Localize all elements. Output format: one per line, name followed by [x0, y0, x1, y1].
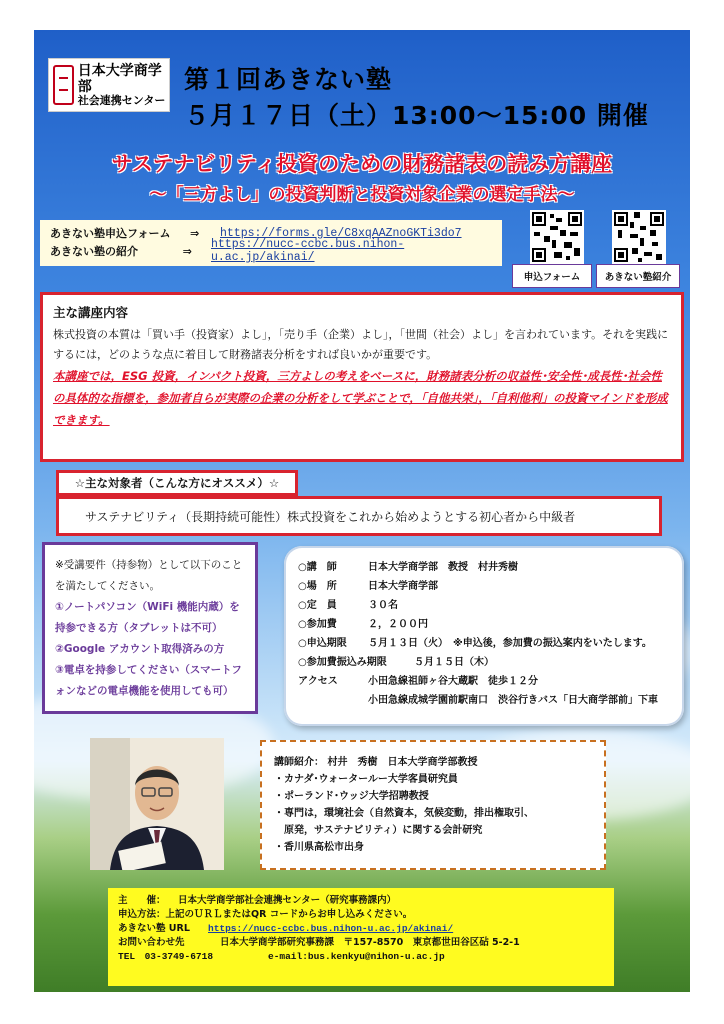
poster — [34, 30, 690, 992]
event-info-box — [284, 546, 684, 726]
info-deadline: ○申込期限 ５月１３日（火） ※申込後，参加費の振込案内をいたします。 — [298, 638, 652, 649]
footer-link[interactable]: https://nucc-ccbc.bus.nihon-u.ac.jp/akinai/ — [208, 923, 454, 934]
target-audience: サステナビリティ（長期持続可能性）株式投資をこれから始めようとする初心者から中級者 — [56, 496, 662, 536]
link-label: あきない塾の紹介 — [50, 245, 138, 258]
info-lecturer: ○講 師 日本大学商学部 教授 村井秀樹 — [298, 562, 518, 573]
info-access: アクセス 小田急線祖師ヶ谷大蔵駅 徒歩１２分 — [298, 676, 538, 687]
requirement-item: ②Google アカウント取得済みの方 — [55, 643, 225, 655]
course-subtitle: ～「三方よし」の投資判断と投資対象企業の選定手法～ — [149, 185, 575, 205]
links-box — [40, 220, 502, 266]
qr-code-intro-icon[interactable] — [612, 210, 666, 264]
event-title: 第１回あきない塾 — [184, 65, 393, 94]
requirements-intro: ※受講要件（持参物）として以下のことを満たしてください。 — [55, 559, 243, 592]
target-label: ☆主な対象者（こんな方にオススメ）☆ — [56, 470, 298, 496]
requirements-box — [42, 542, 258, 714]
qr-form-label: 申込フォーム — [512, 264, 592, 288]
instructor-line: 原発，サステナビリティ）に関する会計研究 — [274, 825, 483, 836]
emblem-icon — [53, 65, 74, 105]
info-payment-deadline: ○参加費振込み期限 ５月１５日（木） — [298, 657, 494, 668]
university-logo — [48, 58, 170, 112]
logo-line1: 日本大学商学部 — [77, 62, 162, 95]
instructor-line: ・カナダ･ウォータールー大学客員研究員 — [274, 774, 458, 785]
requirement-item: ③電卓を持参してください（スマートフォンなどの電卓機能を使用しても可） — [55, 664, 242, 697]
content-emphasis: 本講座では，ESG 投資，インパクト投資，三方よしの考えをベースに，財務諸表分析の収益性･安全性･成長性･社会性の具体的な指標を，参加者自らが実際の企業の分析をして学ぶことで，「自他共栄」，「自利他利」の投資マインドを形成できます。 — [53, 369, 668, 427]
link-row-intro — [50, 238, 492, 264]
instructor-line: ・香川県高松市出身 — [274, 842, 364, 853]
requirement-item: ①ノートパソコン（WiFi 機能内蔵）を持参できる方（タブレットは不可） — [55, 601, 240, 634]
qr-code-form-icon[interactable] — [530, 210, 584, 264]
footer-tel-email: TEL 03-3749-6718 e-mail:bus.kenkyu@nihon-u.ac.jp — [118, 951, 445, 962]
footer-host: 主 催： 日本大学商学部社会連携センター（研究事務課内） — [118, 895, 397, 906]
link-label: あきない塾申込フォーム — [50, 227, 171, 240]
form-link[interactable]: https://forms.gle/C8xqAAZnoGKTi3do7 — [220, 226, 462, 240]
instructor-line: 講師紹介： 村井 秀樹 日本大学商学部教授 — [274, 757, 478, 768]
footer-contact: お問い合わせ先 日本大学商学部研究事務課 〒157-8570 東京都世田谷区砧 5-2-1 — [118, 937, 520, 948]
info-access-bus: 小田急線成城学園前駅南口 渋谷行きバス「日大商学部前」下車 — [368, 695, 658, 706]
logo-line2: 社会連携センター — [77, 93, 166, 107]
instructor-box — [260, 740, 606, 870]
info-fee: ○参加費 ２，２００円 — [298, 619, 428, 630]
info-place: ○場 所 日本大学商学部 — [298, 581, 438, 592]
content-paragraph: 株式投資の本質は「買い手（投資家）よし」，「売り手（企業）よし」，「世間（社会）よし」を言われています。それを実践にするには，どのような点に着目して財務諸表分析をすれば良いかが重要です。 — [53, 328, 669, 361]
footer-apply: 申込方法：上記のＵＲＬまたはQR コードからお申し込みください。 — [118, 909, 413, 920]
footer-box — [108, 888, 614, 986]
footer-url: あきない塾 URL https://nucc-ccbc.bus.nihon-u.ac.jp/akinai/ — [118, 923, 454, 934]
info-capacity: ○定 員 ３０名 — [298, 600, 398, 611]
course-content-box — [40, 292, 684, 462]
instructor-line: ・専門は，環境社会（自然資本，気候変動，排出権取引、 — [274, 808, 534, 819]
course-title: サステナビリティ投資のための財務諸表の読み方講座 — [111, 152, 613, 176]
event-date: ５月１７日（土）13:00～15:00 開催 — [184, 101, 649, 130]
footer-email[interactable]: e-mail:bus.kenkyu@nihon-u.ac.jp — [268, 951, 445, 962]
content-heading: 主な講座内容 — [53, 305, 129, 320]
instructor-photo — [90, 738, 224, 870]
instructor-line: ・ポーランド･ウッジ大学招聘教授 — [274, 791, 429, 802]
arrow-icon: ⇒ — [182, 244, 192, 258]
intro-link[interactable]: https://nucc-ccbc.bus.nihon-u.ac.jp/akinai/ — [210, 238, 405, 264]
arrow-icon: ⇒ — [190, 226, 200, 240]
qr-intro-label: あきない塾紹介 — [596, 264, 680, 288]
